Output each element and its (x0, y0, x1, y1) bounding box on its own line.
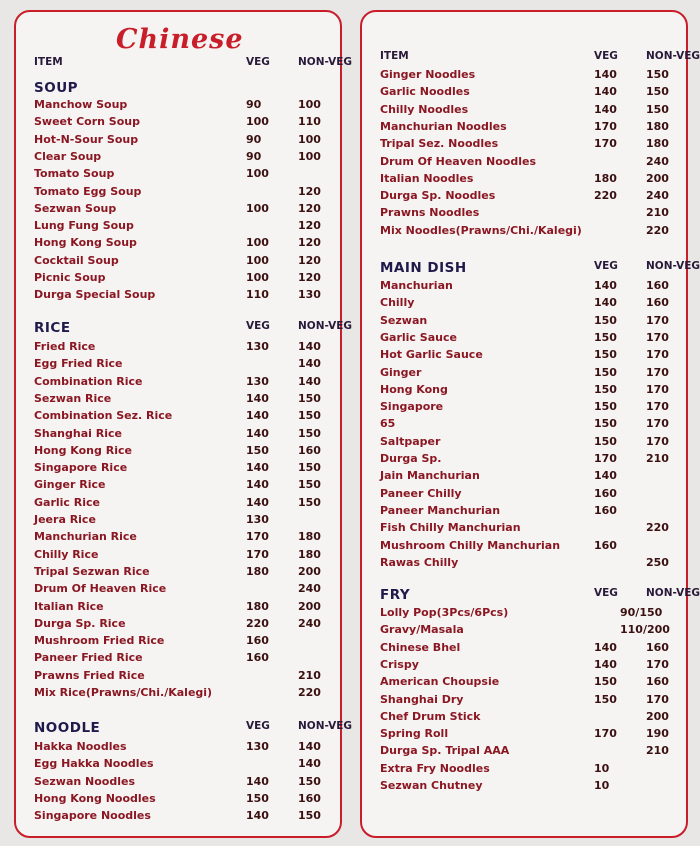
menu-item-name: Mix Noodles(Prawns/Chi./Kalegi) (380, 223, 582, 237)
menu-item-name: Fried Rice (34, 340, 96, 353)
menu-item-name: Combination Rice (34, 374, 143, 388)
menu-item-name: Singapore Noodles (34, 809, 151, 823)
menu-item-nonveg-price: 150 (646, 102, 669, 116)
menu-item-nonveg-price: 170 (646, 330, 669, 344)
section-veg-label: VEG (246, 720, 270, 732)
menu-item-name: Sezwan Chutney (380, 779, 483, 792)
menu-item-name: Chinese Bhel (380, 640, 461, 654)
menu-item-veg-price: 170 (594, 452, 617, 465)
menu-item-name: Garlic Rice (34, 495, 100, 509)
menu-item-name: Mushroom Fried Rice (34, 634, 165, 648)
menu-item-nonveg-price: 140 (298, 340, 321, 353)
menu-item-veg-price: 140 (246, 809, 269, 823)
menu-item-veg-price: 100 (246, 253, 269, 267)
menu-item-name: Egg Fried Rice (34, 357, 123, 371)
menu-item-nonveg-price: 120 (298, 219, 321, 233)
menu-item-name: Shanghai Rice (34, 426, 122, 440)
menu-item-name: 65 (380, 417, 396, 431)
menu-item-name: Singapore (380, 400, 444, 414)
menu-item-nonveg-price: 220 (646, 223, 669, 237)
menu-item-name: Fish Chilly Manchurian (380, 521, 521, 535)
menu-item-name: Jain Manchurian (380, 469, 480, 483)
menu-item-name: Durga Sp. Rice (34, 616, 126, 630)
menu-item-name: Paneer Chilly (380, 486, 462, 500)
menu-item-name: Hong Kong Soup (34, 236, 137, 250)
menu-item-veg-price: 110 (246, 288, 269, 302)
menu-item-nonveg-price: 180 (646, 137, 669, 151)
column-header-veg: VEG (246, 56, 270, 68)
menu-item-name: Chilly Noodles (380, 102, 469, 116)
menu-item-veg-price: 220 (594, 189, 617, 203)
menu-item-veg-price: 130 (246, 513, 269, 526)
menu-item-name: Garlic Sauce (380, 330, 457, 344)
column-header-nonveg: NON-VEG (646, 50, 700, 62)
section-nonveg-label: NON-VEG (646, 587, 700, 599)
menu-item-price: 90/150 (620, 606, 663, 619)
menu-item-nonveg-price: 140 (298, 374, 321, 388)
menu-item-name: Mix Rice(Prawns/Chi./Kalegi) (34, 686, 213, 699)
menu-item-name: Drum Of Heaven Noodles (380, 154, 536, 168)
section-title: SOUP (34, 80, 79, 96)
menu-item-nonveg-price: 200 (298, 564, 321, 578)
menu-item-name: Saltpaper (380, 434, 441, 448)
menu-item-nonveg-price: 200 (646, 171, 669, 185)
section-veg-label: VEG (594, 260, 618, 272)
menu-item-name: Paneer Fried Rice (34, 651, 143, 665)
menu-item-veg-price: 90 (246, 132, 262, 146)
menu-item-name: Sezwan (380, 313, 428, 327)
menu-item-veg-price: 140 (594, 102, 617, 116)
menu-item-name: Tomato Soup (34, 167, 115, 181)
menu-item-veg-price: 160 (594, 486, 617, 500)
menu-item-nonveg-price: 160 (646, 296, 669, 310)
menu-item-nonveg-price: 180 (298, 530, 321, 544)
menu-item-veg-price: 150 (246, 443, 269, 457)
menu-item-nonveg-price: 120 (298, 253, 321, 267)
section-nonveg-label: NON-VEG (298, 320, 353, 332)
menu-item-nonveg-price: 140 (298, 757, 321, 771)
menu-item-nonveg-price: 200 (298, 599, 321, 613)
menu-item-name: Italian Rice (34, 599, 104, 613)
menu-item-nonveg-price: 120 (298, 271, 321, 284)
menu-item-veg-price: 140 (246, 478, 269, 492)
menu-item-price: 110/200 (620, 623, 670, 637)
section-nonveg-label: NON-VEG (298, 720, 353, 732)
menu-item-name: Durga Sp. Tripal AAA (380, 744, 510, 758)
menu-item-nonveg-price: 200 (646, 709, 669, 723)
menu-item-veg-price: 150 (594, 400, 617, 414)
menu-item-nonveg-price: 150 (298, 391, 321, 405)
menu-item-name: Rawas Chilly (380, 555, 459, 569)
menu-item-veg-price: 140 (594, 85, 617, 99)
menu-item-nonveg-price: 240 (646, 154, 669, 168)
menu-item-nonveg-price: 170 (646, 434, 669, 448)
menu-item-nonveg-price: 160 (298, 443, 321, 457)
menu-item-name: Prawns Noodles (380, 206, 480, 220)
menu-item-veg-price: 150 (594, 330, 617, 344)
menu-title: Chinese (116, 24, 244, 55)
menu-item-veg-price: 10 (594, 761, 610, 775)
menu-item-nonveg-price: 240 (646, 189, 669, 203)
menu-item-name: Picnic Soup (34, 271, 106, 284)
menu-item-veg-price: 140 (594, 296, 617, 310)
menu-item-nonveg-price: 210 (298, 668, 321, 682)
menu-item-name: Manchurian Noodles (380, 119, 507, 133)
menu-item-veg-price: 170 (246, 530, 269, 544)
menu-item-nonveg-price: 140 (298, 357, 321, 371)
menu-item-name: Cocktail Soup (34, 253, 119, 267)
menu-item-veg-price: 140 (594, 469, 617, 483)
menu-item-name: Hong Kong Noodles (34, 791, 156, 805)
menu-item-name: Drum Of Heaven Rice (34, 582, 167, 596)
menu-item-name: Clear Soup (34, 149, 102, 163)
menu-item-name: Singapore Rice (34, 461, 128, 475)
menu-panel-right (360, 10, 700, 838)
menu-item-veg-price: 100 (246, 236, 269, 250)
menu-item-veg-price: 140 (246, 391, 269, 405)
section-veg-label: VEG (594, 587, 618, 599)
menu-item-nonveg-price: 210 (646, 744, 669, 758)
menu-item-veg-price: 140 (246, 409, 269, 423)
column-header-item: ITEM (380, 50, 409, 62)
menu-item-name: Spring Roll (380, 727, 449, 741)
menu-item-veg-price: 100 (246, 115, 269, 129)
menu-item-veg-price: 160 (246, 651, 269, 665)
menu-item-name: Chilly Rice (34, 547, 99, 561)
menu-item-nonveg-price: 160 (298, 791, 321, 805)
menu-item-veg-price: 100 (246, 201, 269, 215)
menu-item-name: Ginger (380, 365, 422, 379)
menu-item-veg-price: 130 (246, 740, 269, 753)
menu-item-veg-price: 90 (246, 149, 262, 163)
section-title: MAIN DISH (380, 260, 467, 276)
menu-item-name: Extra Fry Noodles (380, 761, 490, 775)
menu-item-name: Garlic Noodles (380, 85, 470, 99)
menu-item-veg-price: 180 (594, 171, 617, 185)
menu-item-veg-price: 90 (246, 98, 262, 111)
menu-item-veg-price: 160 (594, 503, 617, 517)
menu-item-nonveg-price: 240 (298, 582, 321, 596)
menu-item-nonveg-price: 150 (646, 85, 669, 99)
column-header-item: ITEM (34, 56, 63, 68)
menu-item-nonveg-price: 150 (298, 774, 321, 788)
menu-item-name: Italian Noodles (380, 171, 474, 185)
menu-item-nonveg-price: 100 (298, 149, 321, 163)
menu-item-name: Crispy (380, 657, 419, 671)
menu-item-name: Jeera Rice (34, 513, 96, 526)
menu-panel-left (14, 10, 353, 838)
menu-item-veg-price: 140 (594, 640, 617, 654)
menu-item-nonveg-price: 130 (298, 288, 321, 302)
menu-item-name: Manchurian (380, 279, 453, 292)
menu-item-nonveg-price: 220 (298, 686, 321, 699)
menu-item-nonveg-price: 210 (646, 452, 669, 465)
menu-item-veg-price: 130 (246, 340, 269, 353)
menu-item-veg-price: 140 (246, 495, 269, 509)
menu-item-veg-price: 150 (594, 417, 617, 431)
column-header-nonveg: NON-VEG (298, 56, 353, 68)
menu-item-name: Egg Hakka Noodles (34, 757, 154, 771)
menu-item-veg-price: 150 (246, 791, 269, 805)
menu-item-veg-price: 150 (594, 348, 617, 362)
menu-item-veg-price: 150 (594, 382, 617, 396)
menu-item-veg-price: 100 (246, 167, 269, 181)
section-title: RICE (34, 320, 71, 336)
menu-item-nonveg-price: 150 (298, 478, 321, 492)
menu-item-name: Hot-N-Sour Soup (34, 132, 139, 146)
menu-item-veg-price: 180 (246, 564, 269, 578)
menu-item-nonveg-price: 180 (298, 547, 321, 561)
menu-item-veg-price: 170 (594, 727, 617, 741)
menu-item-name: Tomato Egg Soup (34, 184, 142, 198)
menu-item-nonveg-price: 150 (298, 495, 321, 509)
menu-item-name: Paneer Manchurian (380, 503, 501, 517)
menu-item-nonveg-price: 170 (646, 382, 669, 396)
menu-item-nonveg-price: 160 (646, 279, 669, 292)
menu-item-nonveg-price: 110 (298, 115, 321, 129)
menu-item-nonveg-price: 170 (646, 692, 669, 706)
section-veg-label: VEG (246, 320, 270, 332)
menu-item-veg-price: 150 (594, 434, 617, 448)
menu-item-name: Ginger Noodles (380, 68, 476, 81)
menu-item-name: Hong Kong Rice (34, 443, 132, 457)
menu-item-name: Sezwan Noodles (34, 774, 136, 788)
section-title: FRY (380, 587, 411, 603)
menu-item-name: Manchurian Rice (34, 530, 137, 544)
menu-item-veg-price: 130 (246, 374, 269, 388)
menu-item-nonveg-price: 190 (646, 727, 669, 741)
menu-item-veg-price: 150 (594, 313, 617, 327)
menu-item-veg-price: 160 (246, 634, 269, 648)
menu-item-nonveg-price: 170 (646, 313, 669, 327)
menu-item-nonveg-price: 150 (298, 426, 321, 440)
menu-item-veg-price: 140 (594, 68, 617, 81)
menu-item-nonveg-price: 150 (646, 68, 669, 81)
menu-item-name: Ginger Rice (34, 478, 106, 492)
menu-item-name: Durga Special Soup (34, 288, 156, 302)
menu-item-veg-price: 140 (246, 426, 269, 440)
menu-item-name: Tripal Sezwan Rice (34, 564, 150, 578)
menu-item-nonveg-price: 150 (298, 461, 321, 475)
menu-item-name: Manchow Soup (34, 98, 128, 111)
menu-item-nonveg-price: 210 (646, 206, 669, 220)
menu-item-veg-price: 220 (246, 616, 269, 630)
menu-item-name: Lolly Pop(3Pcs/6Pcs) (380, 606, 509, 619)
menu-item-nonveg-price: 100 (298, 132, 321, 146)
menu-item-veg-price: 140 (594, 657, 617, 671)
menu-item-nonveg-price: 120 (298, 236, 321, 250)
menu-item-nonveg-price: 140 (298, 740, 321, 753)
menu-item-veg-price: 140 (246, 461, 269, 475)
menu-item-veg-price: 170 (246, 547, 269, 561)
menu-item-veg-price: 170 (594, 137, 617, 151)
menu-item-name: Shanghai Dry (380, 692, 464, 706)
menu-item-nonveg-price: 120 (298, 184, 321, 198)
menu-item-name: American Choupsie (380, 675, 500, 689)
menu-item-name: Mushroom Chilly Manchurian (380, 538, 561, 552)
menu-item-veg-price: 150 (594, 692, 617, 706)
section-title: NOODLE (34, 720, 101, 736)
menu-item-name: Sezwan Rice (34, 391, 112, 405)
menu-item-name: Hong Kong (380, 382, 448, 396)
menu-item-name: Hakka Noodles (34, 740, 127, 753)
menu-item-nonveg-price: 170 (646, 365, 669, 379)
menu-item-nonveg-price: 170 (646, 657, 669, 671)
menu-item-nonveg-price: 120 (298, 201, 321, 215)
menu-item-nonveg-price: 150 (298, 409, 321, 423)
menu-item-name: Sweet Corn Soup (34, 115, 140, 129)
menu-item-name: Chilly (380, 296, 415, 310)
menu-item-veg-price: 150 (594, 675, 617, 689)
section-nonveg-label: NON-VEG (646, 260, 700, 272)
menu-item-name: Gravy/Masala (380, 623, 464, 637)
menu-item-name: Hot Garlic Sauce (380, 348, 483, 362)
menu-item-name: Combination Sez. Rice (34, 409, 173, 423)
column-header-veg: VEG (594, 50, 618, 62)
menu-item-veg-price: 170 (594, 119, 617, 133)
menu-item-veg-price: 150 (594, 365, 617, 379)
menu-item-nonveg-price: 170 (646, 417, 669, 431)
menu-item-veg-price: 100 (246, 271, 269, 284)
menu-item-name: Durga Sp. (380, 452, 442, 465)
menu-item-nonveg-price: 240 (298, 616, 321, 630)
menu-item-veg-price: 160 (594, 538, 617, 552)
menu-item-veg-price: 10 (594, 779, 610, 792)
menu-item-veg-price: 140 (594, 279, 617, 292)
menu-item-name: Lung Fung Soup (34, 219, 134, 233)
menu-item-name: Tripal Sez. Noodles (380, 137, 499, 151)
menu-item-nonveg-price: 160 (646, 640, 669, 654)
menu-item-nonveg-price: 170 (646, 348, 669, 362)
menu-item-nonveg-price: 250 (646, 555, 669, 569)
menu-item-name: Durga Sp. Noodles (380, 189, 496, 203)
menu-item-nonveg-price: 220 (646, 521, 669, 535)
menu-item-name: Chef Drum Stick (380, 709, 481, 723)
menu-item-name: Prawns Fried Rice (34, 668, 145, 682)
menu-item-nonveg-price: 180 (646, 119, 669, 133)
menu-item-veg-price: 140 (246, 774, 269, 788)
menu-item-name: Sezwan Soup (34, 201, 117, 215)
menu-item-nonveg-price: 170 (646, 400, 669, 414)
menu-item-veg-price: 180 (246, 599, 269, 613)
menu-item-nonveg-price: 100 (298, 98, 321, 111)
menu-item-nonveg-price: 150 (298, 809, 321, 823)
menu-item-nonveg-price: 160 (646, 675, 669, 689)
